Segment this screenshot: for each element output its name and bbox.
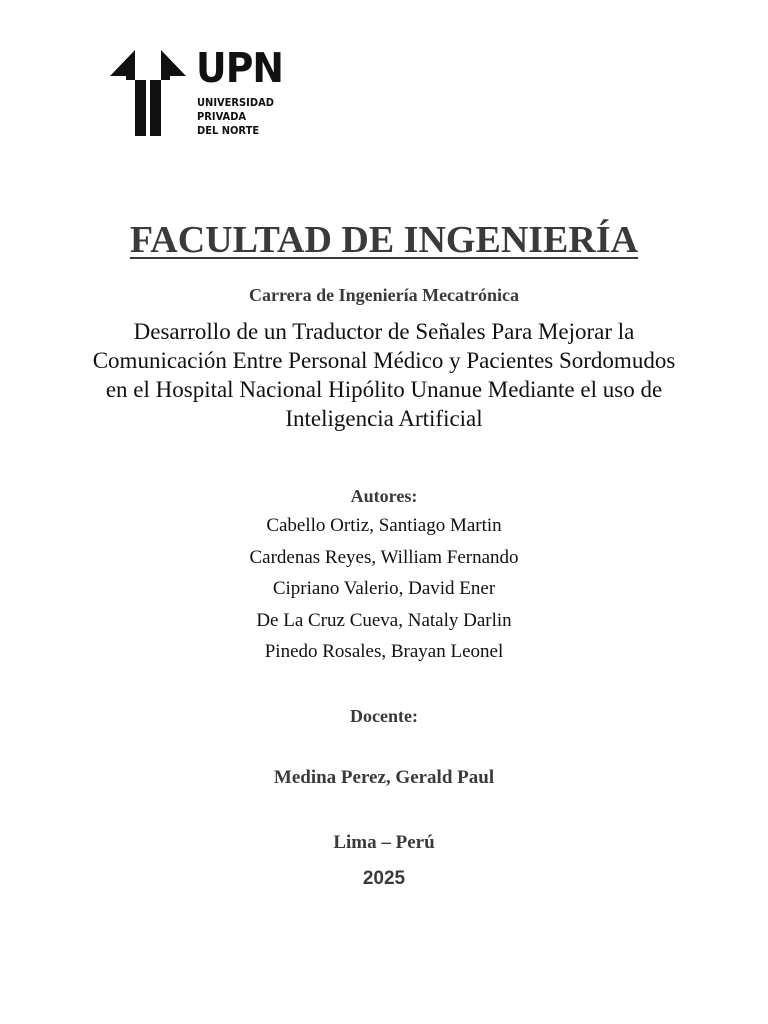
authors-label: Autores: bbox=[350, 486, 418, 506]
logo-subtitle-line: UNIVERSIDAD bbox=[197, 96, 274, 109]
author-name: Cipriano Valerio, David Ener bbox=[272, 578, 496, 599]
place: Lima – Perú bbox=[333, 832, 435, 853]
teacher-label: Docente: bbox=[350, 706, 418, 726]
author-name: Cardenas Reyes, William Fernando bbox=[249, 546, 519, 568]
author-name: Cabello Ortiz, Santiago Martin bbox=[266, 515, 502, 536]
thesis-title: Desarrollo de un Traductor de Señales Para Mejorar la Comunicación Entre Personal Médico y Pacientes Sordomudos en el Hospital Nacional Hipólito Unanue Mediante el uso de Inteligencia Artificial bbox=[92, 319, 676, 431]
arrow-shape-left bbox=[110, 50, 148, 136]
authors-list bbox=[0, 513, 768, 671]
career-name: Carrera de Ingeniería Mecatrónica bbox=[248, 285, 520, 305]
university-logo bbox=[110, 44, 284, 138]
logo-subtitle bbox=[197, 96, 274, 138]
author-name: Pinedo Rosales, Brayan Leonel bbox=[264, 641, 504, 662]
upn-emblem-icon bbox=[110, 48, 190, 138]
year: 2025 bbox=[362, 868, 406, 889]
author-name: De La Cruz Cueva, Nataly Darlin bbox=[256, 609, 512, 631]
teacher-name: Medina Perez, Gerald Paul bbox=[273, 767, 495, 788]
logo-wordmark: UPN bbox=[196, 44, 284, 92]
logo-subtitle-line: DEL NORTE bbox=[197, 124, 260, 137]
arrow-shape-right bbox=[148, 50, 186, 136]
faculty-heading: FACULTAD DE INGENIERÍA bbox=[129, 219, 639, 261]
logo-subtitle-line: PRIVADA bbox=[197, 110, 247, 123]
